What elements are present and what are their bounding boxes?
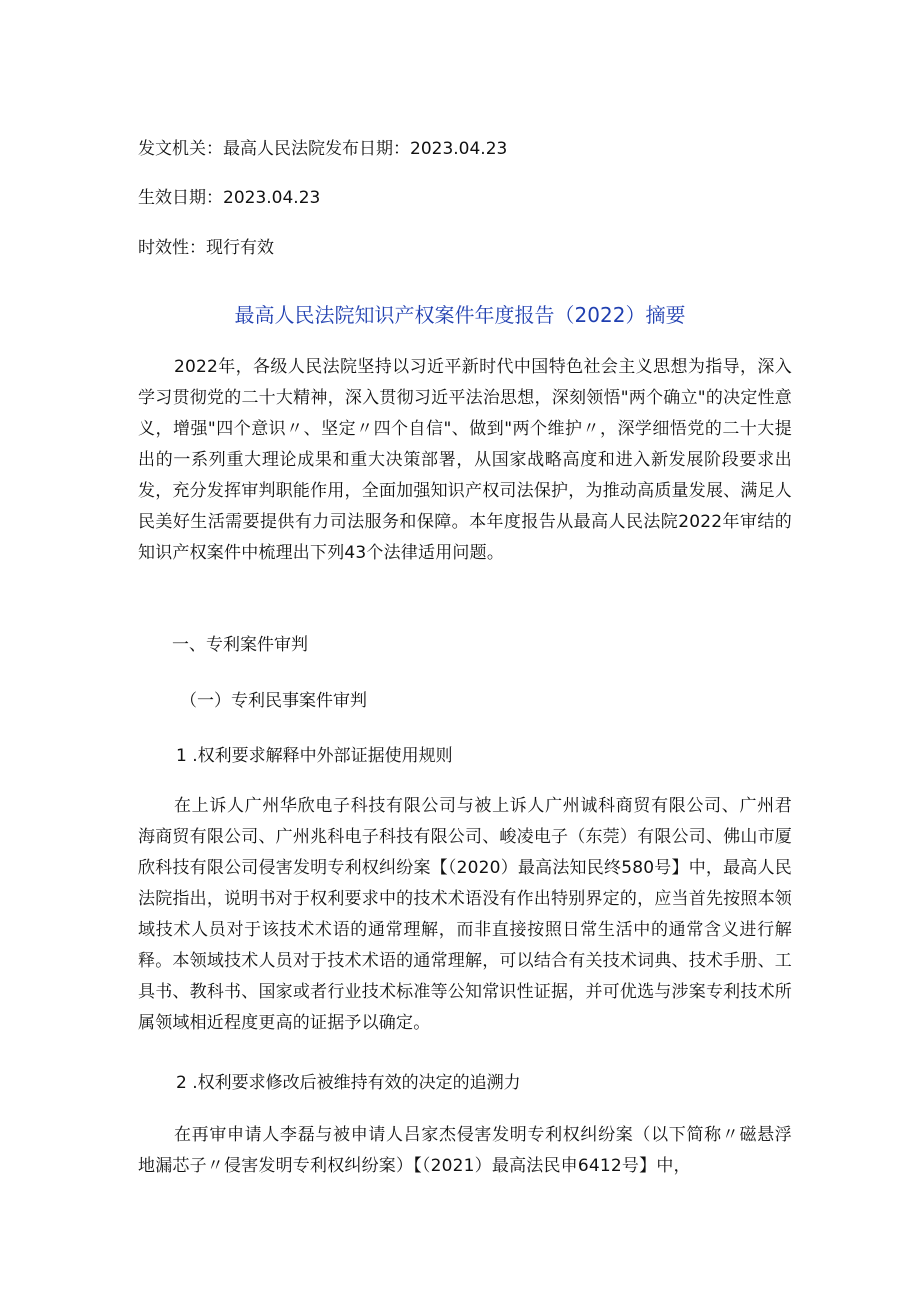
item-1-body: 在上诉人广州华欣电子科技有限公司与被上诉人广州诚科商贸有限公司、广州君海商贸有限公司、广州兆科电子科技有限公司、峻凌电子（东莞）有限公司、佛山市厦欣科技有限公司侵害发明专利权纠纷案【（2020）最高法知民终580号】中，最高人民法院指出，说明书对于权利要求中的技术术语没有作出特别界定的，应当首先按照本领域技术人员对于该技术术语的通常理解，而非直接按照日常生活中的通常含义进行解释。本领域技术人员对于技术术语的通常理解，可以结合有关技术词典、技术手册、工具书、教科书、国家或者行业技术标准等公知常识性证据，并可优选与涉案专利技术所属领域相近程度更高的证据予以确定。 <box>138 796 792 1033</box>
item-2-title: 2 .权利要求修改后被维持有效的决定的追溯力 <box>176 1073 521 1093</box>
item-1-title: 1 .权利要求解释中外部证据使用规则 <box>176 746 453 766</box>
subsection-heading-patent-civil: （一）专利民事案件审判 <box>180 691 367 711</box>
intro-paragraph: 2022年，各级人民法院坚持以习近平新时代中国特色社会主义思想为指导，深入学习贯彻党的二十大精神，深入贯彻习近平法治思想，深刻领悟"两个确立"的决定性意义，增强"四个意识〃、坚定〃四个自信"、做到"两个维护〃，深学细悟党的二十大提出的一系列重大理论成果和重大决策部署，从国家战略高度和进入新发展阶段要求出发，充分发挥审判职能作用，全面加强知识产权司法保护，为推动高质量发展、满足人民美好生活需要提供有力司法服务和保障。本年度报告从最高人民法院2022年审结的知识产权案件中梳理出下列43个法律适用问题。 <box>138 357 792 563</box>
document-title: 最高人民法院知识产权案件年度报告（2022）摘要 <box>234 303 686 327</box>
issuer-date-line: 发文机关：最高人民法院发布日期：2023.04.23 <box>138 139 508 159</box>
item-2-body: 在再审申请人李磊与被申请人吕家杰侵害发明专利权纠纷案（以下简称〃磁悬浮地漏芯子〃侵害发明专利权纠纷案）【（2021）最高法民申6412号】中， <box>138 1125 792 1176</box>
effective-date-line: 生效日期：2023.04.23 <box>138 188 321 208</box>
section-heading-patent-cases: 一、专利案件审判 <box>172 635 308 655</box>
validity-line: 时效性：现行有效 <box>138 238 274 258</box>
